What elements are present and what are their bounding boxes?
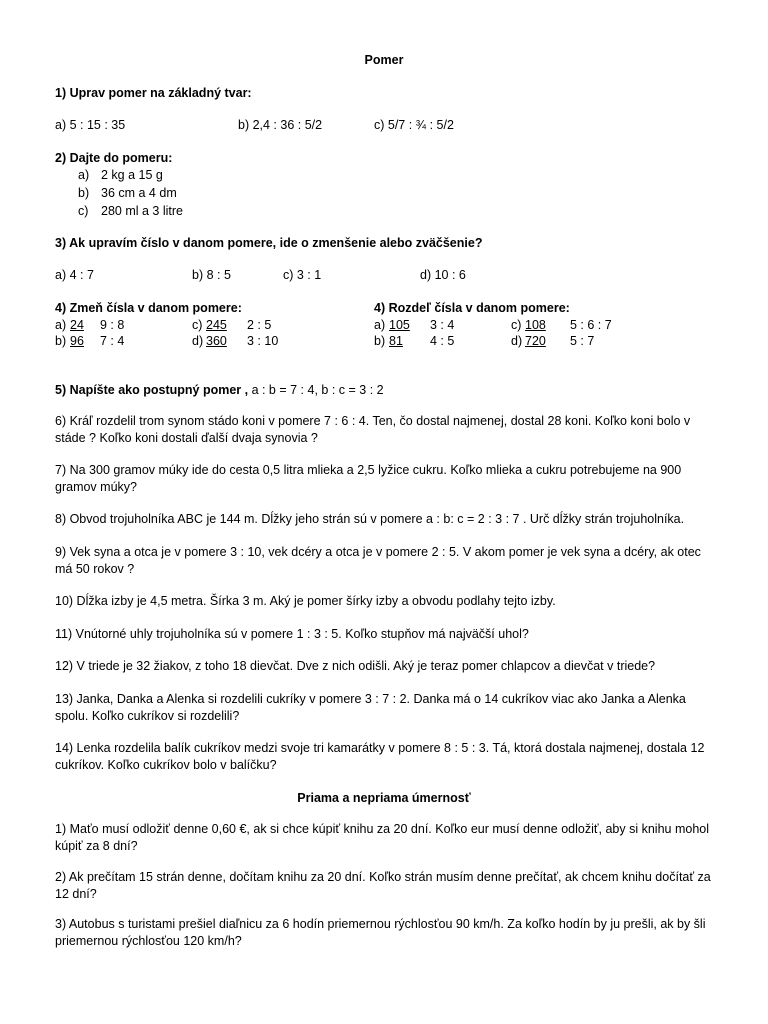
- s4b-label: b): [374, 334, 386, 348]
- s4-heading: 4) Zmeň čísla v danom pomere:: [55, 301, 242, 315]
- s5-text: a : b = 7 : 4, b : c = 3 : 2: [248, 383, 384, 397]
- task-11: 11) Vnútorné uhly trojuholníka sú v pomere 1 : 3 : 5. Koľko stupňov má najväčší uhol?: [55, 627, 529, 641]
- s4-number: 24: [70, 318, 84, 332]
- page-title: Pomer: [364, 53, 404, 67]
- s4b-number: 81: [389, 334, 403, 348]
- s5-heading: 5) Napíšte ako postupný pomer ,: [55, 383, 249, 397]
- s1-heading: 1) Uprav pomer na základný tvar:: [55, 86, 252, 100]
- s4-ratio: 2 : 5: [247, 318, 272, 332]
- s4-ratio: 3 : 10: [247, 334, 279, 348]
- s4b-label: c): [511, 318, 522, 332]
- s2-item-label: a): [78, 168, 90, 182]
- s4b-label: d): [511, 334, 523, 348]
- s4-label: b): [55, 334, 67, 348]
- section2-title: Priama a nepriama úmernosť: [297, 791, 471, 805]
- s1-item-a: a) 5 : 15 : 35: [55, 118, 126, 132]
- s4b-number: 720: [525, 334, 546, 348]
- s2-item-text: 36 cm a 4 dm: [101, 186, 177, 200]
- s4-ratio: 7 : 4: [100, 334, 125, 348]
- s2-item-text: 2 kg a 15 g: [101, 168, 163, 182]
- s4b-ratio: 5 : 6 : 7: [570, 318, 612, 332]
- s3-item-c: c) 3 : 1: [283, 268, 322, 282]
- s4-label: c): [192, 318, 203, 332]
- s2-item-label: c): [78, 204, 89, 218]
- problem-1: 1) Maťo musí odložiť denne 0,60 €, ak si chce kúpiť knihu za 20 dní. Koľko eur musí denne odložiť, aby si knihu mohol kúpiť za 8 dní?: [55, 822, 710, 853]
- s4b-heading: 4) Rozdeľ čísla v danom pomere:: [374, 301, 570, 315]
- s2-item-label: b): [78, 186, 90, 200]
- s4-number: 96: [70, 334, 84, 348]
- task-14: 14) Lenka rozdelila balík cukríkov medzi svoje tri kamarátky v pomere 8 : 5 : 3. Tá, ktorá dostala najmenej, dostala 12 cukríkov. Koľko cukríkov bolo v balíčku?: [55, 741, 705, 772]
- s4b-ratio: 3 : 4: [430, 318, 455, 332]
- task-8: 8) Obvod trojuholníka ABC je 144 m. Dĺžky jeho strán sú v pomere a : b: c = 2 : 3 : 7 . Urč dĺžky strán trojuholníka.: [55, 512, 685, 526]
- s3-item-d: d) 10 : 6: [420, 268, 466, 282]
- task-7: 7) Na 300 gramov múky ide do cesta 0,5 litra mlieka a 2,5 lyžice cukru. Koľko mlieka a cukru potrebujeme na 900 gramov múky?: [55, 463, 682, 494]
- s4-label: a): [55, 318, 67, 332]
- s4-number: 245: [206, 318, 227, 332]
- problem-3: 3) Autobus s turistami prešiel diaľnicu za 6 hodín priemernou rýchlosťou 90 km/h. Za koľko hodín by ju prešli, ak by šli priemernou rýchlosťou 120 km/h?: [55, 917, 706, 948]
- task-12: 12) V triede je 32 žiakov, z toho 18 dievčat. Dve z nich odišli. Aký je teraz pomer chlapcov a dievčat v triede?: [55, 659, 656, 673]
- s1-item-b: b) 2,4 : 36 : 5/2: [238, 118, 323, 132]
- s5-line: [55, 382, 384, 398]
- s3-heading: 3) Ak upravím číslo v danom pomere, ide o zmenšenie alebo zväčšenie?: [55, 236, 483, 250]
- s4b-ratio: 4 : 5: [430, 334, 455, 348]
- s4-number: 360: [206, 334, 227, 348]
- s4-label: d): [192, 334, 204, 348]
- s1-item-c: c) 5/7 : ¾ : 5/2: [374, 118, 454, 132]
- task-10: 10) Dĺžka izby je 4,5 metra. Šírka 3 m. Aký je pomer šírky izby a obvodu podlahy tejto izby.: [55, 594, 556, 608]
- s4b-ratio: 5 : 7: [570, 334, 595, 348]
- s4b-label: a): [374, 318, 386, 332]
- s2-heading: 2) Dajte do pomeru:: [55, 151, 173, 165]
- s4b-number: 108: [525, 318, 546, 332]
- task-9: 9) Vek syna a otca je v pomere 3 : 10, vek dcéry a otca je v pomere 2 : 5. V akom pomer je vek syna a dcéry, ak otec má 50 rokov ?: [55, 545, 701, 576]
- s4b-number: 105: [389, 318, 410, 332]
- problem-2: 2) Ak prečítam 15 strán denne, dočítam knihu za 20 dní. Koľko strán musím denne prečítať, ak chcem knihu dočítať za 12 dní?: [55, 870, 711, 901]
- s4-ratio: 9 : 8: [100, 318, 125, 332]
- s2-item-text: 280 ml a 3 litre: [101, 204, 183, 218]
- s3-item-a: a) 4 : 7: [55, 268, 94, 282]
- task-13: 13) Janka, Danka a Alenka si rozdelili cukríky v pomere 3 : 7 : 2. Danka má o 14 cukríkov viac ako Janka a Alenka spolu. Koľko cukríkov si rozdelili?: [55, 692, 686, 723]
- s3-item-b: b) 8 : 5: [192, 268, 231, 282]
- task-6: 6) Kráľ rozdelil trom synom stádo koni v pomere 7 : 6 : 4. Ten, čo dostal najmenej, dostal 28 koni. Koľko koni bolo v stáde ? Koľko koni dostali ďalší dvaja synovia ?: [55, 414, 691, 445]
